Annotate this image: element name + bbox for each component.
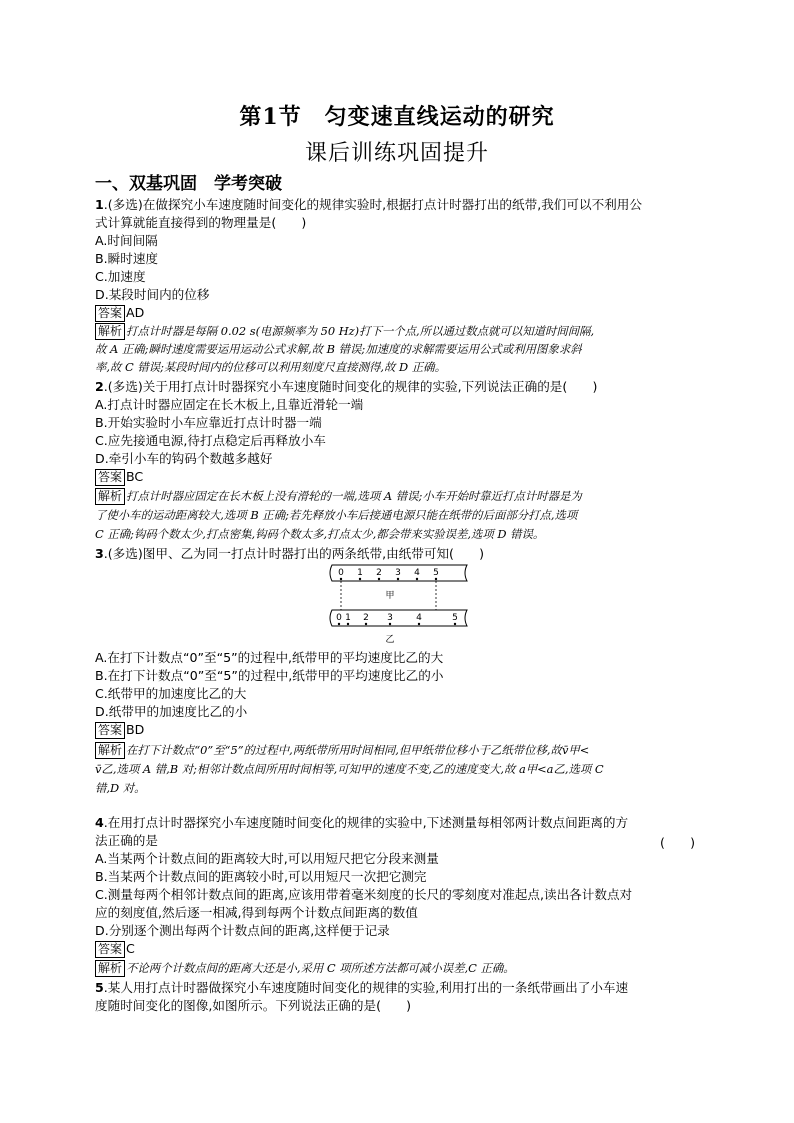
q3-option-a: A.在打下计数点“0”至“5”的过程中,纸带甲的平均速度比乙的大 <box>95 650 444 665</box>
answer-tag: 答案 <box>95 469 125 486</box>
q3-analysis-line2: v̄乙,选项 A 错,B 对;相邻计数点间所用时间相等,可知甲的速度不变,乙的速度变大,故 a甲<a乙,选项 C <box>95 762 604 776</box>
q4-answer: 答案 C <box>95 940 703 958</box>
tape-b-label-3: 3 <box>387 613 393 623</box>
analysis-tag: 解析 <box>95 488 125 505</box>
tape-b-dot-4 <box>418 623 420 625</box>
q1-option-c: C.加速度 <box>95 269 146 284</box>
tape-a-label-0: 0 <box>338 568 344 578</box>
q4-stem-line2: 法正确的是 <box>95 833 158 848</box>
tape-b-dot-3 <box>389 623 391 625</box>
q3-analysis-line1: 解析 在打下计数点“0”至“5”的过程中,两纸带所用时间相同,但甲纸带位移小于乙纸带位移,故v̄甲< <box>95 741 705 759</box>
q3-stem-line1: 3.(多选)图甲、乙为同一打点计时器打出的两条纸带,由纸带可知( ) <box>95 546 485 561</box>
q3-answer: 答案 BD <box>95 721 703 739</box>
q2-analysis-line2: 了使小车的运动距离较大,选项 B 正确;若先释放小车后接通电源只能在纸带的后面部分打点,选项 <box>95 508 578 522</box>
q2-stem-line1: 2.(多选)关于用打点计时器探究小车速度随时间变化的规律的实验,下列说法正确的是( ) <box>95 379 598 394</box>
q1-stem-line1: 1.(多选)在做探究小车速度随时间变化的规律实验时,根据打点计时器打出的纸带,我们可以不利用公 <box>95 197 642 212</box>
tape-b-label-1: 1 <box>345 613 351 623</box>
tape-b-label-4: 4 <box>416 613 422 623</box>
tape-a-dot-5 <box>435 578 437 580</box>
q4-answer-paren: ( ) <box>660 835 696 850</box>
q3-option-c: C.纸带甲的加速度比乙的大 <box>95 686 247 701</box>
q1-analysis-line3: 率,故 C 错误;某段时间内的位移可以利用刻度尺直接测得,故 D 正确。 <box>95 360 446 374</box>
tape-a-dot-4 <box>416 578 418 580</box>
q3-number: 3 <box>95 546 104 561</box>
q1-option-a: A.时间间隔 <box>95 233 158 248</box>
q4-option-b: B.当某两个计数点间的距离较小时,可以用短尺一次把它测完 <box>95 869 427 884</box>
q1-number: 1 <box>95 197 104 212</box>
answer-tag: 答案 <box>95 305 125 322</box>
analysis-tag: 解析 <box>95 323 125 340</box>
tape-a-dot-1 <box>359 578 361 580</box>
paper-tape-figure <box>322 562 472 648</box>
q2-analysis-line1: 解析 打点计时器应固定在长木板上没有滑轮的一端,选项 A 错误;小车开始时靠近打点计时器是为 <box>95 487 705 505</box>
q4-number: 4 <box>95 815 104 830</box>
q5-number: 5 <box>95 980 104 995</box>
q1-option-d: D.某段时间内的位移 <box>95 287 210 302</box>
q5-stem-line1: 5.某人用打点计时器做探究小车速度随时间变化的规律的实验,利用打出的一条纸带画出了小车速 <box>95 980 629 995</box>
q2-option-c: C.应先接通电源,待打点稳定后再释放小车 <box>95 433 326 448</box>
analysis-tag: 解析 <box>95 742 125 759</box>
q2-option-b: B.开始实验时小车应靠近打点计时器一端 <box>95 415 322 430</box>
q2-answer: 答案 BC <box>95 468 703 486</box>
q2-number: 2 <box>95 379 104 394</box>
q3-option-d: D.纸带甲的加速度比乙的小 <box>95 704 248 719</box>
tape-a-label-2: 2 <box>376 568 382 578</box>
q4-stem-line1: 4.在用打点计时器探究小车速度随时间变化的规律的实验中,下述测量每相邻两计数点间距离的方 <box>95 815 629 830</box>
tape-a-label-5: 5 <box>433 568 439 578</box>
q3-analysis-line3: 错,D 对。 <box>95 781 146 795</box>
q4-option-c-line2: 应的刻度值,然后逐一相减,得到每两个计数点间距离的数值 <box>95 905 418 920</box>
answer-tag: 答案 <box>95 722 125 739</box>
tape-a-label-1: 1 <box>357 568 363 578</box>
q5-stem-line2: 度随时间变化的图像,如图所示。下列说法正确的是( ) <box>95 998 412 1013</box>
q2-option-a: A.打点计时器应固定在长木板上,且靠近滑轮一端 <box>95 397 364 412</box>
tape-a-dot-2 <box>378 578 380 580</box>
page-subtitle: 课后训练巩固提升 <box>304 141 489 166</box>
q4-option-a: A.当某两个计数点间的距离较大时,可以用短尺把它分段来测量 <box>95 851 439 866</box>
tape-b-dot-1 <box>347 623 349 625</box>
tape-b-name: 乙 <box>385 635 395 645</box>
q1-option-b: B.瞬时速度 <box>95 251 159 266</box>
tape-b-dot-2 <box>365 623 367 625</box>
tape-b-label-2: 2 <box>363 613 369 623</box>
q2-option-d: D.牵引小车的钩码个数越多越好 <box>95 451 273 466</box>
answer-tag: 答案 <box>95 941 125 958</box>
q1-analysis-line1: 解析 打点计时器是每隔 0.02 s(电源频率为 50 Hz)打下一个点,所以通过数点就可以知道时间间隔, <box>95 322 705 340</box>
tape-b-label-5: 5 <box>452 613 458 623</box>
tape-a-label-4: 4 <box>414 568 420 578</box>
tape-a-dot-3 <box>397 578 399 580</box>
q4-option-d: D.分别逐个测出每两个计数点间的距离,这样便于记录 <box>95 923 390 938</box>
q1-answer: 答案 AD <box>95 304 703 322</box>
tape-b-dot-0 <box>338 623 340 625</box>
tape-b-dot-5 <box>454 623 456 625</box>
analysis-tag: 解析 <box>95 960 125 977</box>
page-title: 第1节 匀变速直线运动的研究 <box>239 104 555 130</box>
section-heading: 一、双基巩固 学考突破 <box>95 174 282 194</box>
q2-analysis-line3: C 正确;钩码个数太少,打点密集,钩码个数太多,打点太少,都会带来实验误差,选项 D 错误。 <box>95 527 545 541</box>
tape-a-dot-0 <box>340 578 342 580</box>
tape-b-label-0: 0 <box>336 613 342 623</box>
q3-option-b: B.在打下计数点“0”至“5”的过程中,纸带甲的平均速度比乙的小 <box>95 668 444 683</box>
tape-a-name: 甲 <box>385 591 395 601</box>
q4-option-c-line1: C.测量每两个相邻计数点间的距离,应该用带着毫米刻度的长尺的零刻度对准起点,读出各计数点对 <box>95 887 633 902</box>
q1-analysis-line2: 故 A 正确;瞬时速度需要运用运动公式求解,故 B 错误;加速度的求解需要运用公式或利用图象求斜 <box>95 342 582 356</box>
q1-stem-line2: 式计算就能直接得到的物理量是( ) <box>95 215 307 230</box>
tape-a-label-3: 3 <box>395 568 401 578</box>
q4-analysis-line1: 解析 不论两个计数点间的距离大还是小,采用 C 项所述方法都可减小误差,C 正确。 <box>95 959 705 977</box>
